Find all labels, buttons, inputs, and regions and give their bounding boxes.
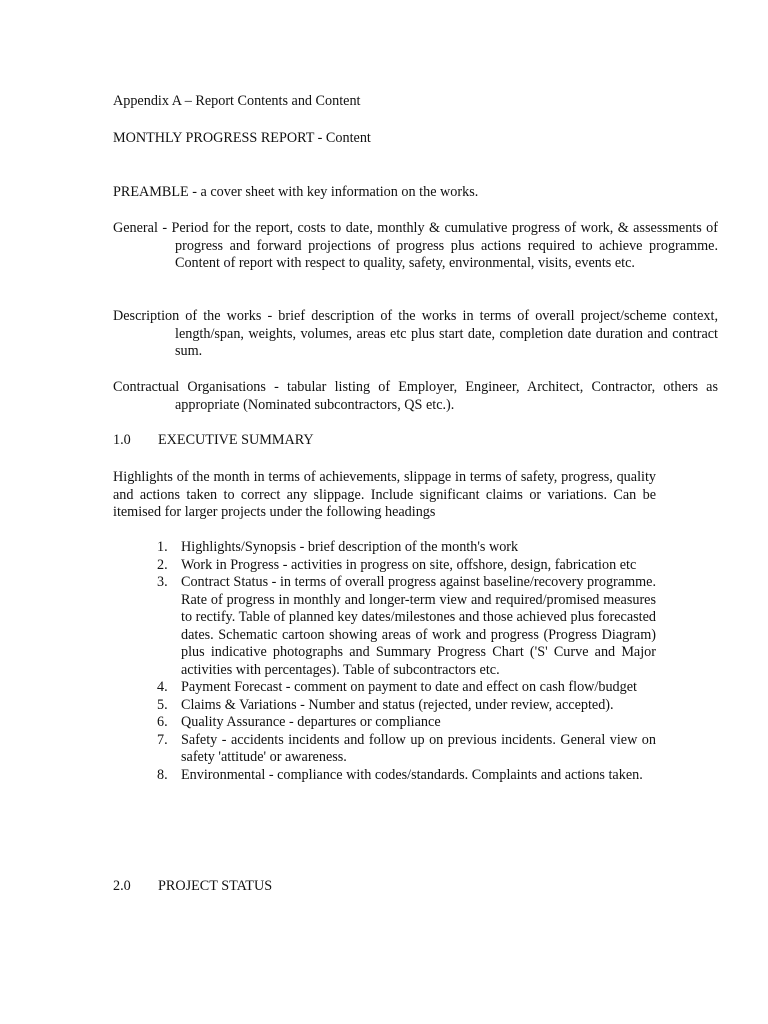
section-heading-executive-summary <box>113 432 314 450</box>
list-item-text: Highlights/Synopsis - brief description of the month's work <box>181 539 519 555</box>
list-item-number: 2. <box>157 556 168 573</box>
list-item-number: 7. <box>157 731 168 748</box>
description-paragraph: Description of the works - brief description of the works in terms of overall project/scheme context, length/span, weights, volumes, areas etc plus start date, completion date duration and contract sum. <box>113 308 718 359</box>
list-item-text: Work in Progress - activities in progress on site, offshore, design, fabrication etc <box>181 556 637 573</box>
list-item <box>157 732 656 767</box>
appendix-title: Appendix A – Report Contents and Content <box>113 93 361 109</box>
list-item <box>157 539 656 557</box>
summary-headings-list <box>157 539 656 784</box>
general-paragraph: General - Period for the report, costs to date, monthly & cumulative progress of work, & assessments of progress and forward projections of progress plus actions required to achieve programme. Content of report with respect to quality, safety, environmental, visits, events etc. <box>113 220 718 271</box>
list-item <box>157 557 656 575</box>
preamble-paragraph: PREAMBLE - a cover sheet with key information on the works. <box>113 184 479 200</box>
list-item-text: Safety - accidents incidents and follow up on previous incidents. General view on safety 'attitude' or awareness. <box>181 731 656 765</box>
contractual-paragraph: Contractual Organisations - tabular listing of Employer, Engineer, Architect, Contractor, others as appropriate (Nominated subcontractors, QS etc.). <box>113 379 718 413</box>
list-item-text: Claims & Variations - Number and status (rejected, under review, accepted). <box>181 696 614 713</box>
list-item-number: 1. <box>157 539 168 555</box>
list-item <box>157 679 656 697</box>
section-title: EXECUTIVE SUMMARY <box>158 432 314 448</box>
list-item <box>157 697 656 715</box>
list-item-text: Payment Forecast - comment on payment to date and effect on cash flow/budget <box>181 679 637 695</box>
section-number: 1.0 <box>113 432 131 448</box>
list-item-text: Environmental - compliance with codes/standards. Complaints and actions taken. <box>181 766 643 783</box>
section-title: PROJECT STATUS <box>158 878 273 894</box>
list-item <box>157 767 656 785</box>
list-item <box>157 574 656 679</box>
report-title: MONTHLY PROGRESS REPORT - Content <box>113 130 371 146</box>
list-item-number: 4. <box>157 679 168 695</box>
list-item-number: 3. <box>157 574 168 590</box>
list-item-number: 6. <box>157 714 168 730</box>
section-heading-project-status <box>113 878 272 896</box>
highlights-intro-paragraph: Highlights of the month in terms of achievements, slippage in terms of safety, progress, quality and actions taken to correct any slippage. Include significant claims or variations. Can be itemised for larger projects under the following headings <box>113 469 656 520</box>
list-item-text: Contract Status - in terms of overall progress against baseline/recovery programme. Rate of progress in monthly and longer-term view and required/promised measures to rectify. Table of planned key dates/milestones and those achieved plus forecasted dates. Schematic cartoon showing areas of work and progress (Progress Diagram) plus indicative photographs and Summary Progress Chart ('S' Curve and Major activities with percentages). Table of subcontractors etc. <box>181 574 656 678</box>
list-item-text: Quality Assurance - departures or compliance <box>181 714 441 730</box>
list-item-number: 8. <box>157 766 168 783</box>
list-item <box>157 714 656 732</box>
list-item-number: 5. <box>157 696 168 713</box>
section-number: 2.0 <box>113 878 131 894</box>
